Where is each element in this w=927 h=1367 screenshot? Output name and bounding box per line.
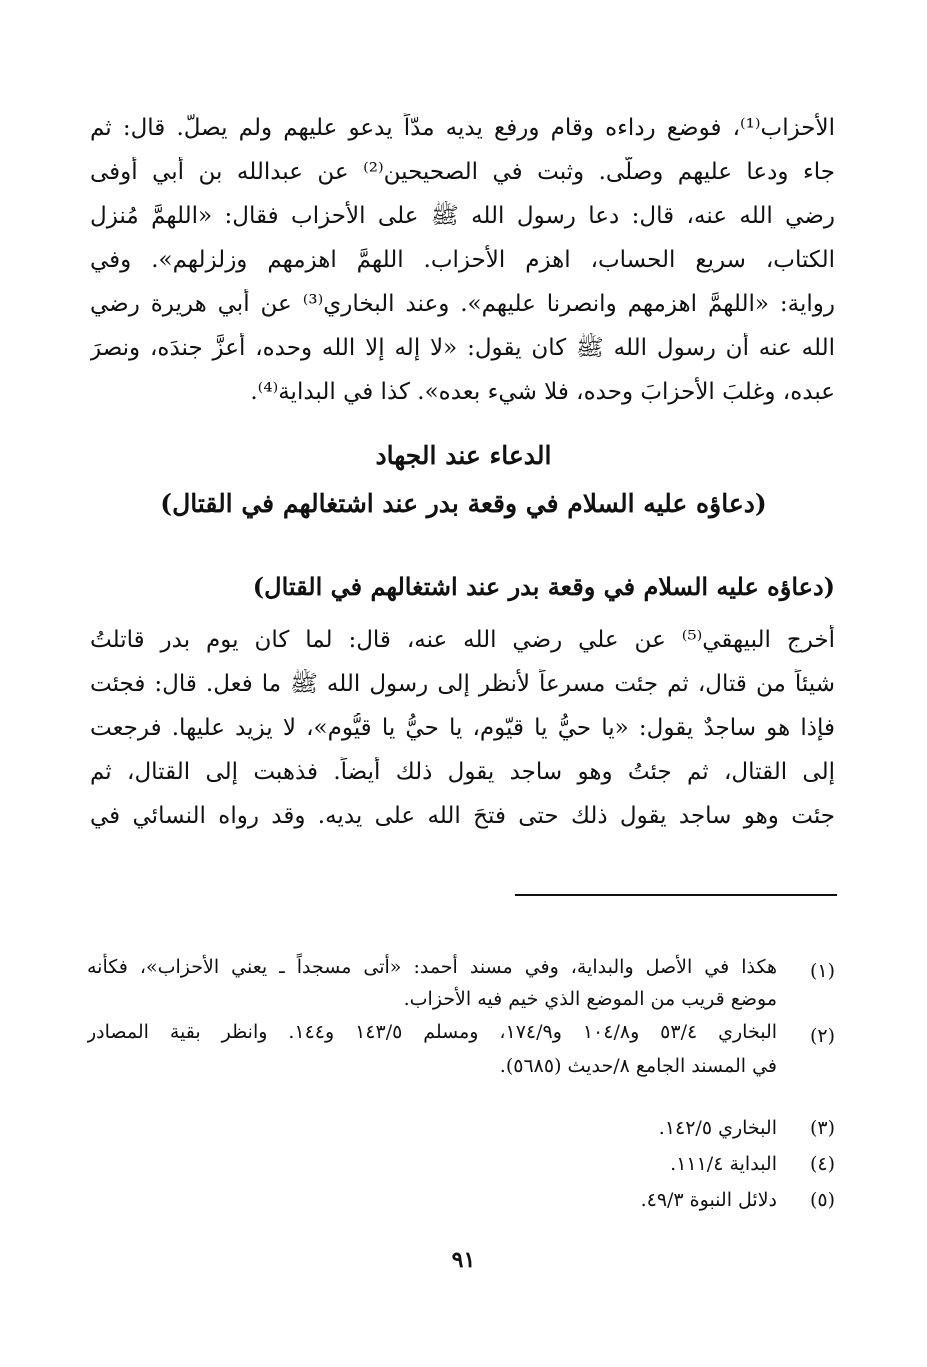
footnote-number: (٥) (809, 1189, 835, 1211)
footnote-line: موضع قريب من الموضع الذي خيم فيه الأحزاب. (403, 988, 777, 1010)
footnote-line: البخاري ٥٣/٤ و١٠٤/٨ و١٧٤/٩، ومسلم ١٤٣/٥ و١٤٤. وانظر بقية المصادر (87, 1021, 777, 1043)
footnote-number: (١) (809, 960, 835, 982)
footnote-line: في المسند الجامع ٨/حديث (٥٦٨٥). (499, 1055, 777, 1077)
body-line: رواية: «اللهمَّ اهزمهم وانصرنا عليهم». وعند البخاري⁽³⁾ عن أبي هريرة رضي (90, 291, 835, 317)
footnote-line: هكذا في الأصل والبداية، وفي مسند أحمد: «أتى مسجداً ـ يعني الأحزاب»، فكأنه (87, 956, 777, 978)
footnote-line: البداية ١١١/٤. (670, 1153, 777, 1175)
body-line: جئت وهو ساجد يقول ذلك حتى فتحَ الله على يديه. وقد رواه النسائي في (90, 803, 835, 829)
footnote-number: (٣) (809, 1117, 835, 1139)
body-line: الكتاب، سريع الحساب، اهزم الأحزاب. اللهمَّ اهزمهم وزلزلهم». وفي (90, 247, 835, 273)
body-line: رضي الله عنه، قال: دعا رسول الله ﷺ على الأحزاب فقال: «اللهمَّ مُنزل (90, 203, 835, 229)
footnote-number: (٤) (809, 1153, 835, 1175)
footnote-separator (515, 894, 837, 896)
paragraph-heading: (دعاؤه عليه السلام في وقعة بدر عند اشتغالهم في القتال) (252, 572, 835, 601)
section-subtitle: (دعاؤه عليه السلام في وقعة بدر عند اشتغالهم في القتال) (160, 489, 767, 518)
body-line: فإذا هو ساجدٌ يقول: «يا حيُّ يا قيّوم، يا حيُّ يا قيُّوم»، لا يزيد عليها. فرجعت (90, 715, 835, 741)
page-number: ٩١ (451, 1247, 476, 1273)
footnote-line: دلائل النبوة ٤٩/٣. (640, 1189, 777, 1211)
footnote-line: البخاري ١٤٢/٥. (658, 1117, 777, 1139)
body-line: شيئاً من قتال، ثم جئت مسرعاً لأنظر إلى رسول الله ﷺ ما فعل. قال: فجئت (90, 671, 835, 697)
section-title: الدعاء عند الجهاد (375, 441, 552, 470)
body-line: جاء ودعا عليهم وصلّى. وثبت في الصحيحين⁽²⁾ عن عبدالله بن أبي أوفى (90, 159, 835, 185)
body-line: أخرج البيهقي⁽⁵⁾ عن علي رضي الله عنه، قال: لما كان يوم بدر قاتلتُ (90, 627, 835, 653)
footnote-number: (٢) (809, 1025, 835, 1047)
body-line: الأحزاب⁽¹⁾، فوضع رداءه وقام ورفع يديه مدّاً يدعو عليهم ولم يصلّ. قال: ثم (90, 115, 835, 141)
body-line: عبده، وغلبَ الأحزابَ وحده، فلا شيء بعده». كذا في البداية⁽⁴⁾. (250, 379, 835, 405)
body-line: الله عنه أن رسول الله ﷺ كان يقول: «لا إله إلا الله وحده، أعزَّ جندَه، ونصرَ (90, 335, 835, 361)
body-line: إلى القتال، ثم جئتُ وهو ساجد يقول ذلك أيضاً. فذهبت إلى القتال، ثم (90, 759, 835, 785)
